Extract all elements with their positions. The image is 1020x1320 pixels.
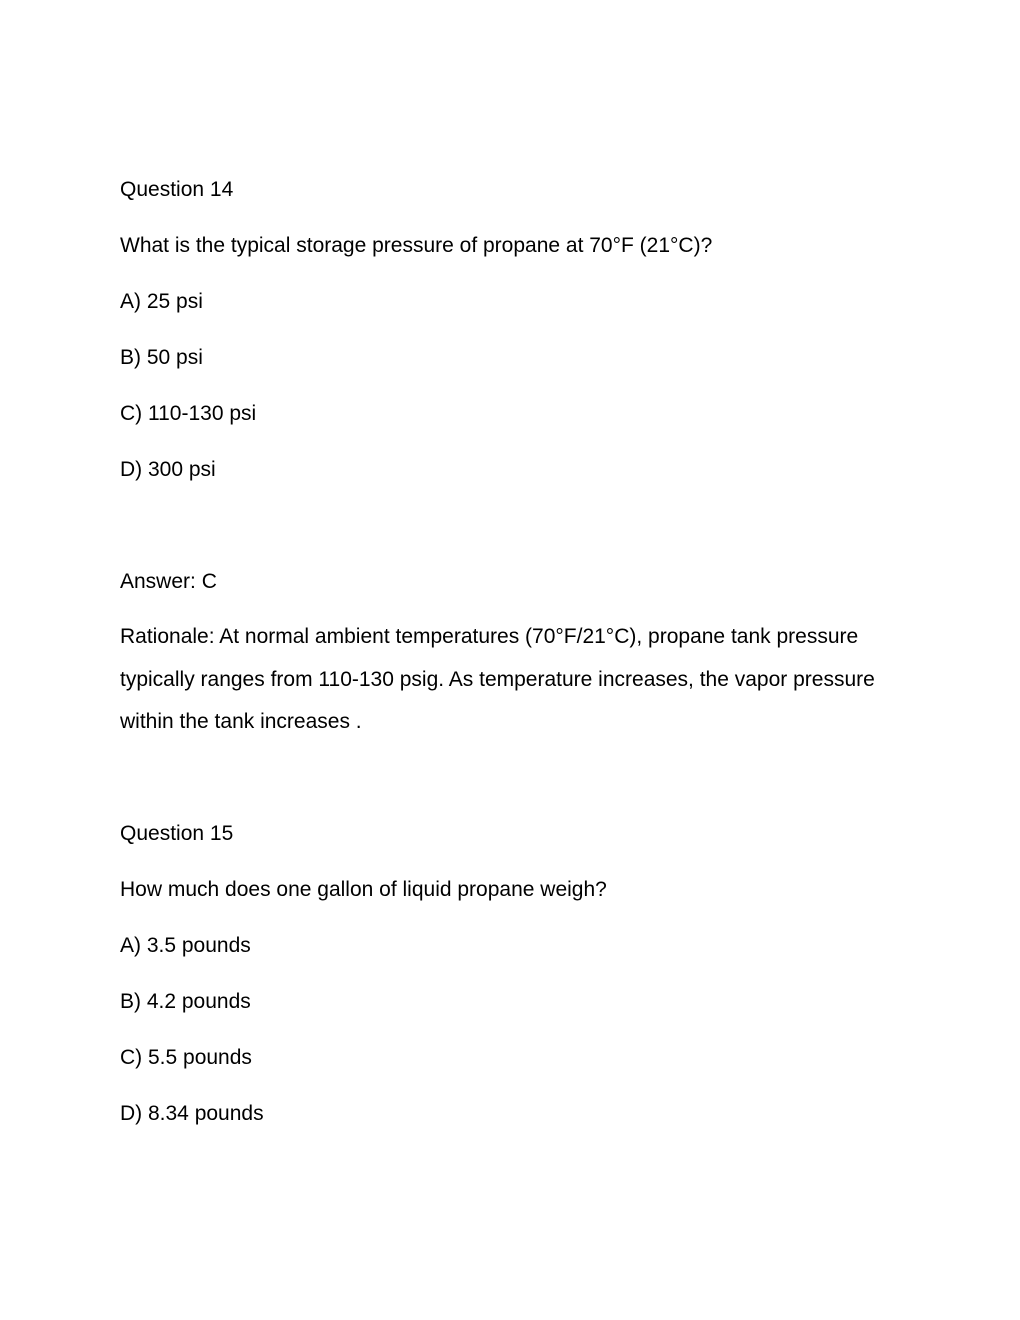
question-14-answer: Answer: C (120, 570, 217, 593)
question-14-option-d: D) 300 psi (120, 458, 216, 481)
rationale-line: typically ranges from 110-130 psig. As temperature increases, the vapor pressure (120, 667, 875, 691)
question-15-option-b: B) 4.2 pounds (120, 989, 251, 1013)
question-15-option-c: C) 5.5 pounds (120, 1045, 252, 1069)
question-15-option-a: A) 3.5 pounds (120, 933, 251, 957)
question-14-rationale (120, 616, 910, 744)
question-14-title: Question 14 (120, 178, 234, 201)
question-14-option-c: C) 110-130 psi (120, 402, 257, 425)
question-15-prompt: How much does one gallon of liquid propane weigh? (120, 877, 607, 901)
question-14-prompt: What is the typical storage pressure of propane at 70°F (21°C)? (120, 234, 713, 257)
rationale-line: within the tank increases . (120, 710, 362, 733)
question-14-option-a: A) 25 psi (120, 290, 203, 313)
document-content (120, 174, 910, 1130)
question-15-option-d: D) 8.34 pounds (120, 1101, 264, 1125)
question-15-title: Question 15 (120, 821, 234, 845)
rationale-line: Rationale: At normal ambient temperatures (70°F/21°C), propane tank pressure (120, 625, 859, 648)
question-14-option-b: B) 50 psi (120, 346, 203, 369)
